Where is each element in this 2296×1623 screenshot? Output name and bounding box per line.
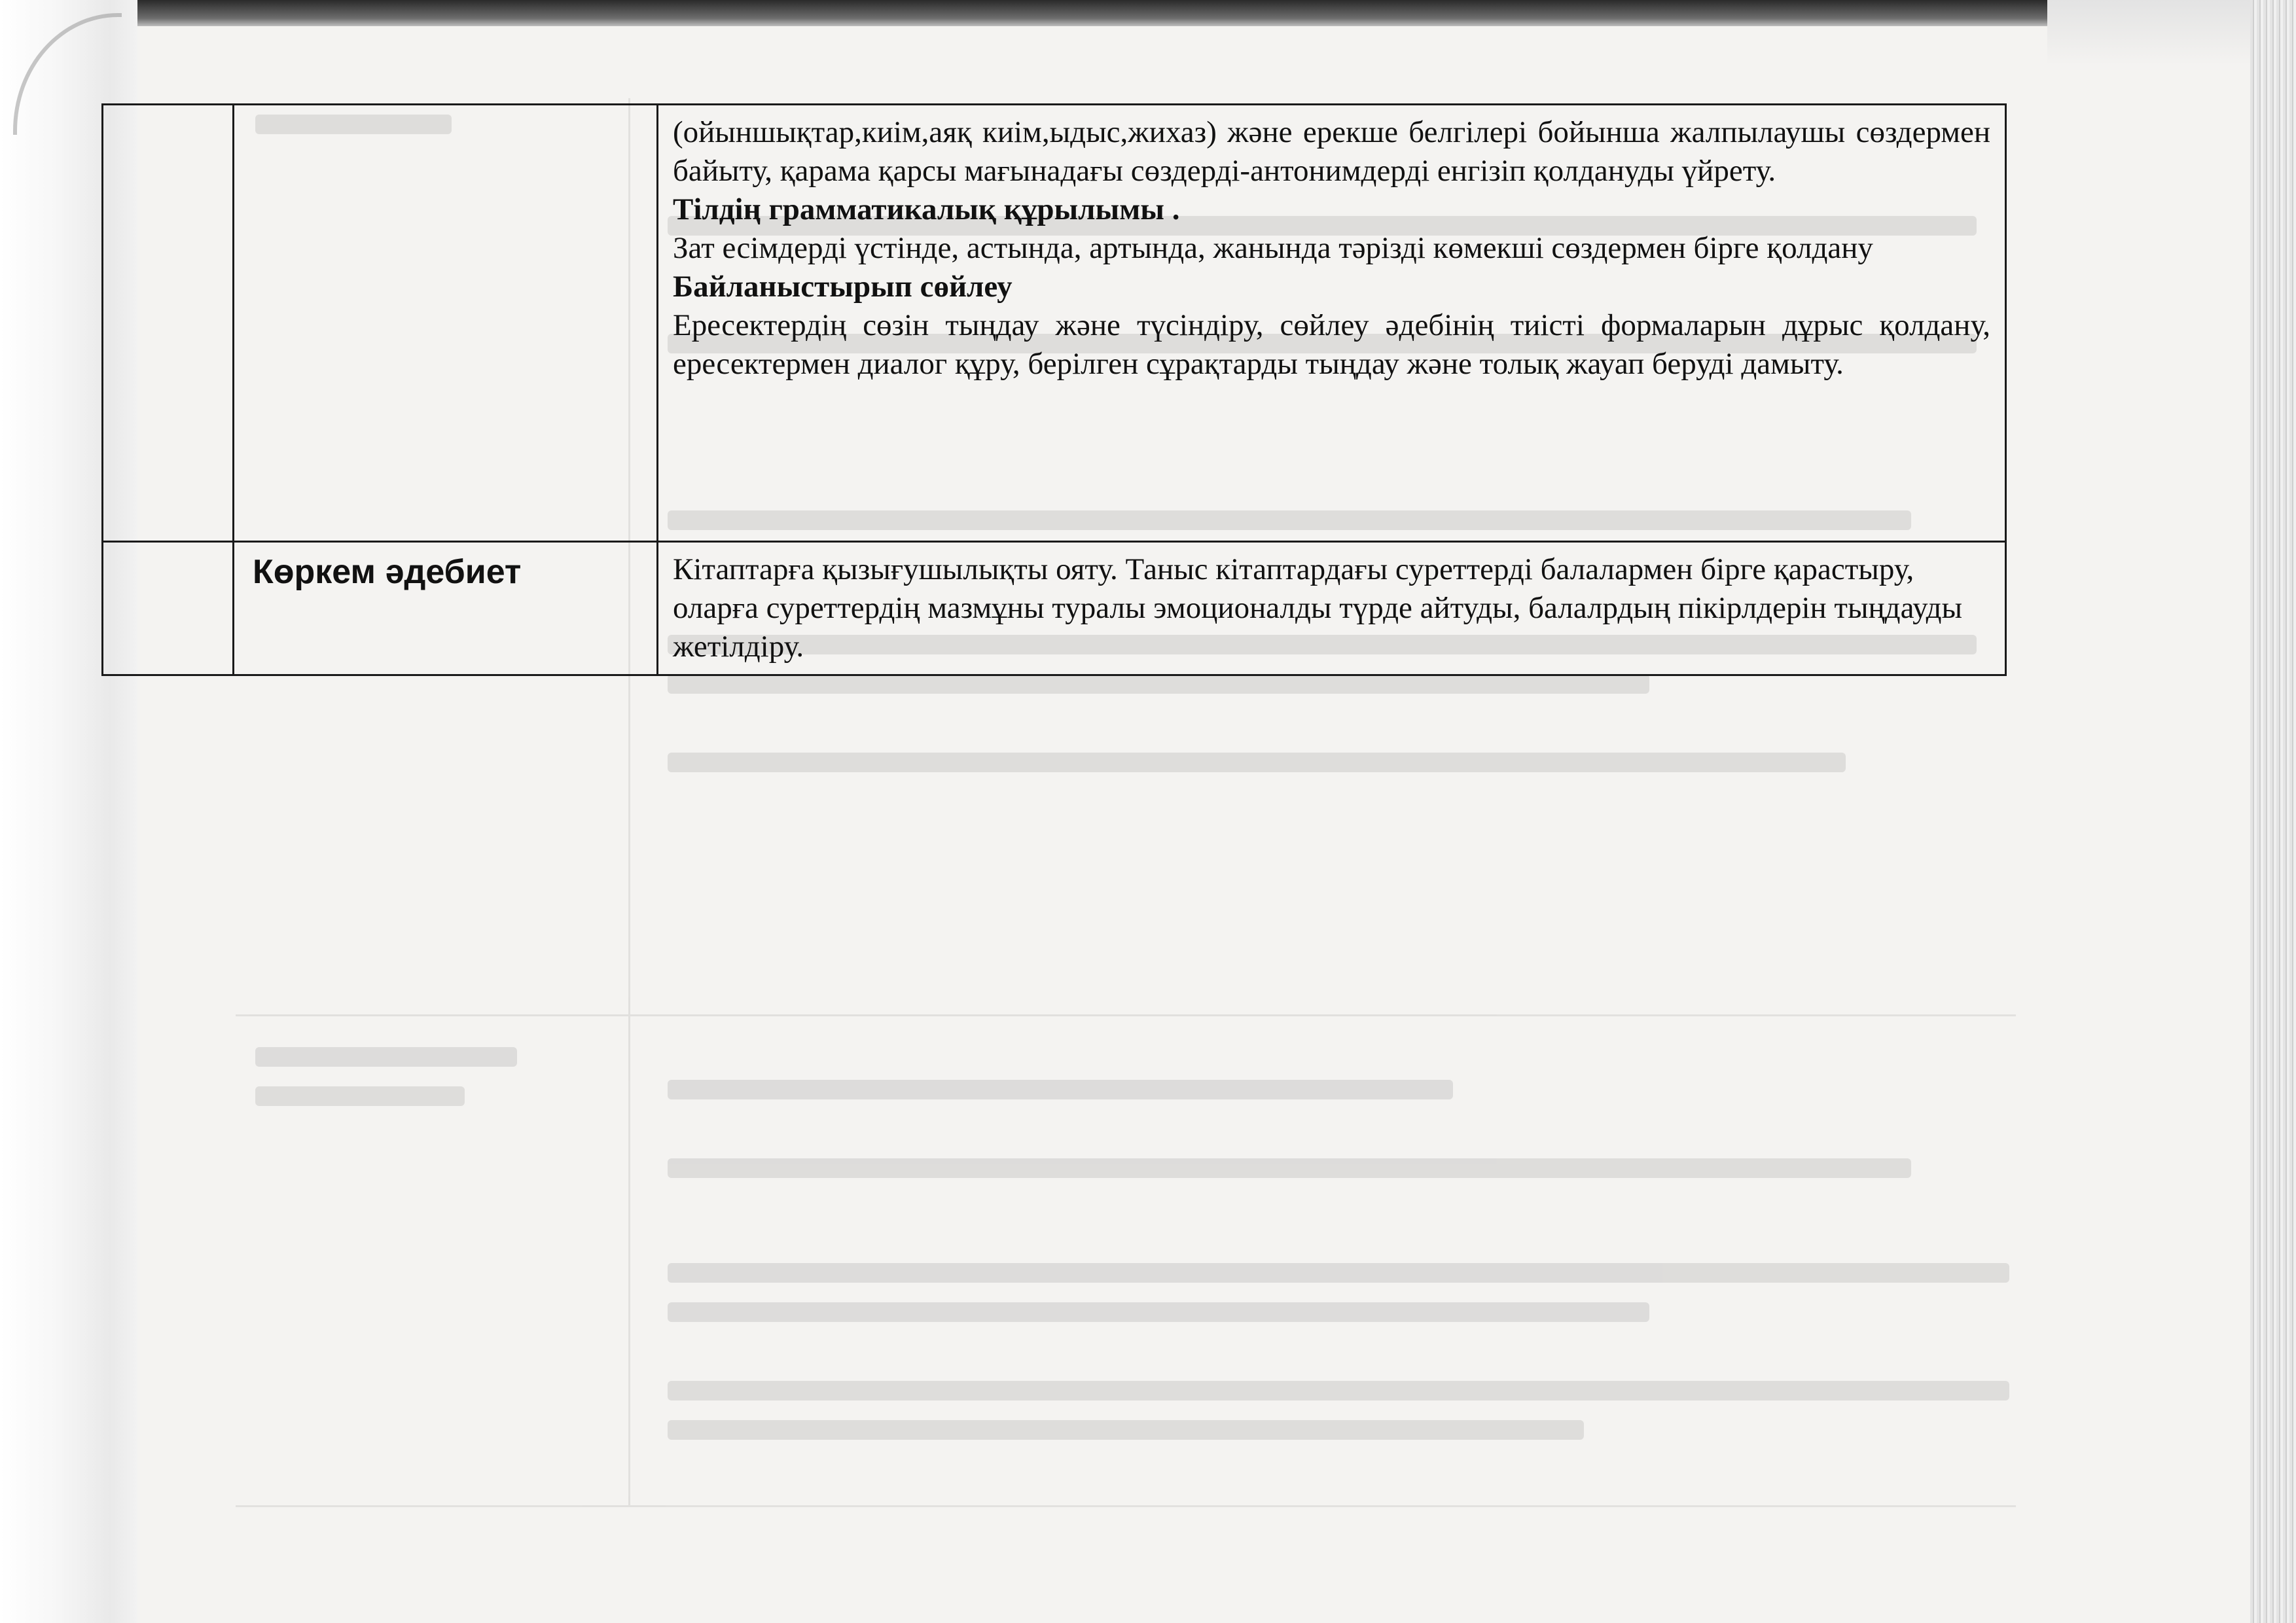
subject-cell — [234, 542, 658, 675]
content-cell — [658, 105, 2006, 542]
subject-cell — [234, 105, 658, 542]
paragraph: Кітаптарға қызығушылықты ояту. Таныс кітаптардағы суреттерді балалармен бірге қарастыру, оларға суреттердің мазмұны туралы эмоционалды түрде айтуды, балалрдың пікірлдерін тыңдауды жетілдіру. — [673, 552, 1963, 664]
scan-top-shadow — [0, 0, 2296, 26]
blank-cell — [103, 542, 234, 675]
curriculum-table — [101, 103, 2007, 676]
table-row — [103, 105, 2006, 542]
paragraph: Зат есімдерді үстінде, астында, артында, жанында тәрізді көмекші сөздермен бірге қолдану — [673, 231, 1873, 265]
section-heading: Байланыстырып сөйлеу — [673, 270, 1013, 304]
paragraph: (ойыншықтар,киім,аяқ киім,ыдыс,жихаз) және ерекше белгілері бойынша жалпылаушы сөздермен байыту, қарама қарсы мағынадағы сөздерді-антонимдерді енгізіп қолдануды үйрету. — [673, 115, 1990, 188]
subject-label: Көркем әдебиет — [253, 553, 522, 591]
paragraph: Ересектердің сөзін тыңдау және түсіндіру, сөйлеу әдебінің тиісті формаларын дұрыс қолдану, ересектермен диалог құру, берілген сұрақтарды тыңдау және толық жауап беруді дамыту. — [673, 308, 1990, 381]
section-heading: Тілдің грамматикалық құрылымы . — [673, 192, 1180, 226]
blank-cell — [103, 105, 234, 542]
page-stack-edge — [2250, 0, 2296, 1623]
content-cell — [658, 542, 2006, 675]
table-row — [103, 542, 2006, 675]
subject-label — [234, 105, 656, 124]
